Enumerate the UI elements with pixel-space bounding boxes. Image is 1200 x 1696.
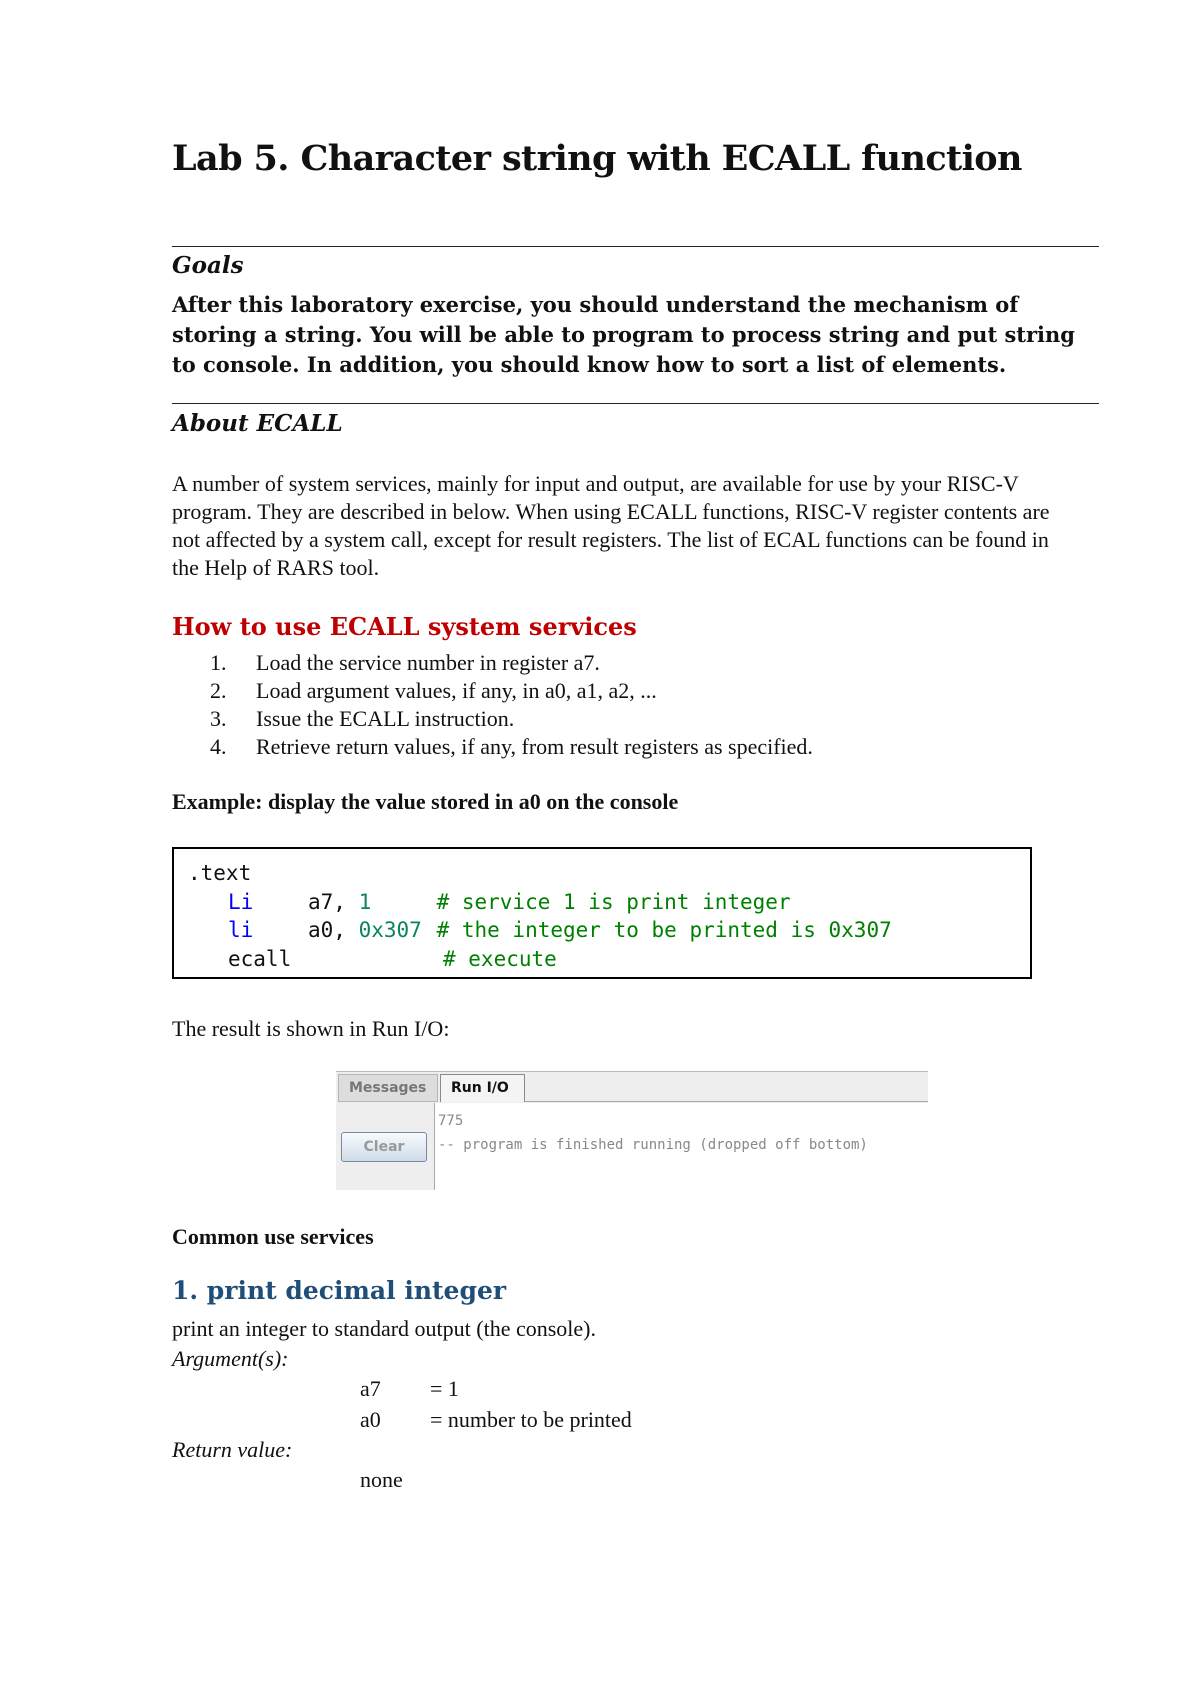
code-keyword: ecall — [228, 946, 292, 971]
code-keyword: Li — [228, 889, 254, 914]
step-text: Load the service number in register a7. — [256, 650, 600, 675]
howto-steps-list — [172, 649, 813, 761]
code-register: a0, — [308, 918, 359, 942]
code-comment: # service 1 is print integer — [436, 889, 791, 914]
run-io-panel-screenshot — [336, 1071, 928, 1190]
step-text: Issue the ECALL instruction. — [256, 706, 515, 731]
argument-value: = number to be printed — [430, 1407, 632, 1432]
example-label: Example: display the value stored in a0 on the console — [172, 789, 679, 814]
service-heading: 1. print decimal integer — [172, 1276, 507, 1305]
code-line-2 — [188, 888, 1030, 917]
list-item — [172, 705, 813, 733]
arguments-label: Argument(s): — [172, 1346, 289, 1371]
divider-top — [172, 246, 1099, 247]
common-services-label: Common use services — [172, 1224, 374, 1249]
tab-strip-line — [525, 1101, 928, 1102]
code-line-1 — [188, 859, 1030, 888]
tab-run-io: Run I/O — [440, 1074, 525, 1102]
argument-register: a7 — [360, 1376, 381, 1401]
step-text: Load argument values, if any, in a0, a1, a2, ... — [256, 678, 657, 703]
clear-button: Clear — [341, 1132, 427, 1162]
argument-register: a0 — [360, 1407, 381, 1432]
code-directive: .text — [188, 861, 252, 885]
code-register: a7, — [308, 889, 359, 914]
argument-value: = 1 — [430, 1376, 459, 1401]
service-description: print an integer to standard output (the console). — [172, 1316, 596, 1341]
code-number: 0x307 — [358, 918, 422, 942]
return-value: none — [360, 1467, 403, 1492]
list-item — [172, 649, 813, 677]
step-number: 1. — [210, 650, 227, 675]
console-output-line: -- program is finished running (dropped off bottom) — [438, 1137, 868, 1153]
about-text: A number of system services, mainly for input and output, are available for use by your RISC-V program. They are described in below. When using ECALL functions, RISC-V register contents are not affected by a system call, except for result registers. The list of ECAL functions can be found in the Help of RARS tool. — [172, 471, 1050, 580]
tab-messages: Messages — [338, 1074, 438, 1102]
code-keyword: li — [228, 918, 254, 942]
step-number: 3. — [210, 706, 227, 731]
code-comment: # execute — [443, 946, 557, 971]
step-text: Retrieve return values, if any, from result registers as specified. — [256, 734, 813, 759]
code-block — [172, 847, 1032, 979]
about-label: About ECALL — [172, 410, 343, 437]
return-label: Return value: — [172, 1437, 293, 1462]
list-item — [172, 677, 813, 705]
run-io-console — [434, 1103, 928, 1190]
code-number: 1 — [358, 889, 372, 914]
code-line-4 — [188, 945, 1030, 974]
divider-about — [172, 403, 1099, 404]
page-title: Lab 5. Character string with ECALL function — [172, 138, 1022, 179]
goals-label: Goals — [172, 252, 244, 279]
list-item — [172, 733, 813, 761]
howto-heading: How to use ECALL system services — [172, 612, 637, 641]
step-number: 4. — [210, 734, 227, 759]
step-number: 2. — [210, 678, 227, 703]
code-comment: # the integer to be printed is 0x307 — [436, 918, 892, 942]
console-output-line: 775 — [438, 1113, 464, 1129]
result-label: The result is shown in Run I/O: — [172, 1016, 450, 1041]
goals-text: After this laboratory exercise, you should understand the mechanism of storing a string. You will be able to program to process string and put string to console. In addition, you should know how to sort a list of elements. — [172, 292, 1075, 377]
code-line-3 — [188, 916, 1030, 945]
